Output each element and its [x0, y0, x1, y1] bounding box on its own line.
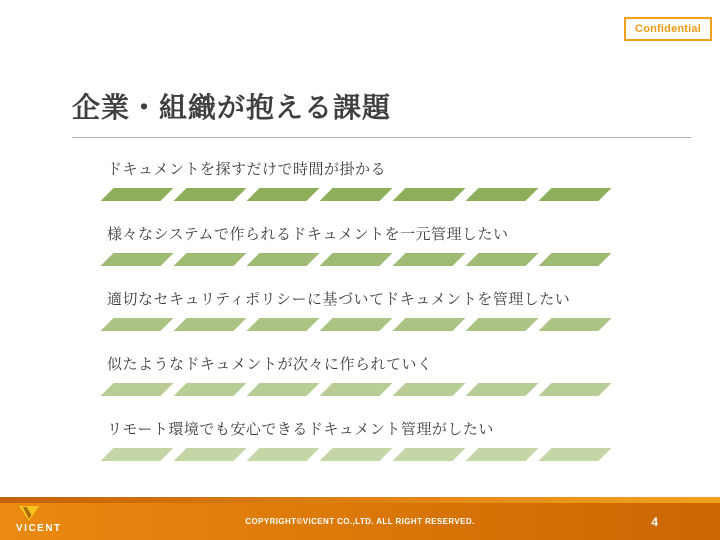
- parallelogram-bar: [247, 253, 320, 266]
- issue-text: 似たようなドキュメントが次々に作られていく: [107, 356, 433, 373]
- parallelogram-bar: [539, 188, 612, 201]
- issue-item: [107, 290, 647, 330]
- parallelogram-bar: [320, 448, 393, 461]
- issue-text: リモート環境でも安心できるドキュメント管理がしたい: [107, 421, 494, 438]
- parallelogram-bar: [101, 253, 174, 266]
- parallelogram-bar: [466, 188, 539, 201]
- bar-row: [107, 383, 647, 396]
- issue-list: [107, 160, 647, 485]
- issue-text: 様々なシステムで作られるドキュメントを一元管理したい: [107, 226, 509, 243]
- bar-row: [107, 253, 647, 266]
- issue-item: [107, 225, 647, 265]
- parallelogram-bar: [247, 383, 320, 396]
- parallelogram-bar: [466, 448, 539, 461]
- parallelogram-bar: [393, 448, 466, 461]
- issue-text: ドキュメントを探すだけで時間が掛かる: [107, 161, 387, 178]
- logo-text: VICENT: [16, 523, 62, 534]
- issue-item: [107, 160, 647, 200]
- parallelogram-bar: [393, 253, 466, 266]
- parallelogram-bar: [320, 253, 393, 266]
- parallelogram-bar: [539, 253, 612, 266]
- parallelogram-bar: [539, 448, 612, 461]
- parallelogram-bar: [320, 383, 393, 396]
- parallelogram-bar: [393, 318, 466, 331]
- parallelogram-bar: [466, 383, 539, 396]
- parallelogram-bar: [247, 448, 320, 461]
- parallelogram-bar: [539, 383, 612, 396]
- parallelogram-bar: [247, 318, 320, 331]
- parallelogram-bar: [466, 318, 539, 331]
- parallelogram-bar: [539, 318, 612, 331]
- parallelogram-bar: [320, 188, 393, 201]
- parallelogram-bar: [174, 383, 247, 396]
- page-number: 4: [651, 515, 658, 529]
- footer-body: [0, 503, 720, 540]
- issue-item: [107, 420, 647, 460]
- bar-row: [107, 448, 647, 461]
- parallelogram-bar: [101, 188, 174, 201]
- parallelogram-bar: [101, 318, 174, 331]
- parallelogram-bar: [174, 253, 247, 266]
- parallelogram-bar: [320, 318, 393, 331]
- parallelogram-bar: [393, 188, 466, 201]
- issue-item: [107, 355, 647, 395]
- parallelogram-bar: [101, 383, 174, 396]
- parallelogram-bar: [174, 318, 247, 331]
- copyright-text: COPYRIGHT©VICENT CO.,LTD. ALL RIGHT RESERVED.: [245, 517, 475, 526]
- parallelogram-bar: [174, 448, 247, 461]
- issue-text: 適切なセキュリティポリシーに基づいてドキュメントを管理したい: [107, 291, 571, 308]
- confidential-badge: Confidential: [624, 17, 712, 41]
- bar-row: [107, 188, 647, 201]
- parallelogram-bar: [466, 253, 539, 266]
- page-title: 企業・組織が抱える課題: [72, 92, 392, 123]
- bar-row: [107, 318, 647, 331]
- parallelogram-bar: [174, 188, 247, 201]
- title-divider: [72, 137, 691, 138]
- parallelogram-bar: [101, 448, 174, 461]
- parallelogram-bar: [247, 188, 320, 201]
- parallelogram-bar: [393, 383, 466, 396]
- footer-bar: [0, 497, 720, 540]
